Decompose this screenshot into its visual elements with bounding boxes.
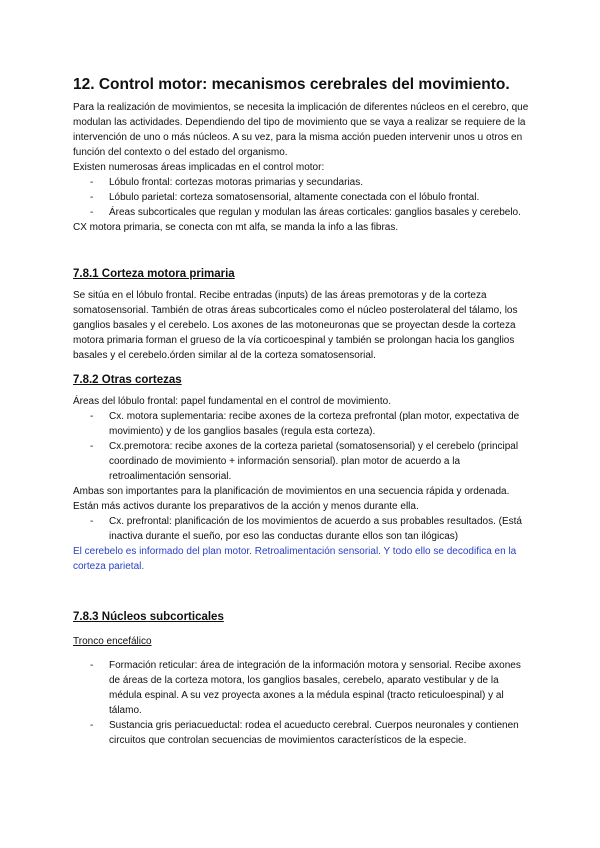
intro-paragraph: Para la realización de movimientos, se necesita la implicación de diferentes núcleos en el cerebro, que modulan las actividades. Dependiendo del tipo de movimiento que se vaya a realizar se requiere de la intervención de uno o más núcleos. A su vez, para la misma acción pueden intervenir unos u otros en función del contexto o del estado del organismo. xyxy=(73,102,529,158)
intro-note: CX motora primaria, se conecta con mt alfa, se manda la info a las fibras. xyxy=(73,222,399,233)
intro-list xyxy=(73,175,533,220)
section-783-list xyxy=(73,658,533,748)
section-782-list xyxy=(73,409,533,484)
list-item: - Cx. prefrontal: planificación de los movimientos de acuerdo a sus probables resultados. (Está inactiva durante el sueño, por eso las conductas durante ellos son tan ilógicas) xyxy=(73,514,533,544)
list-item: - Sustancia gris periacueductal: rodea el acueducto cerebral. Cuerpos neuronales y contienen circuitos que controlan secuencias de movimientos característicos de la especie. xyxy=(73,718,533,748)
document-title: 12. Control motor: mecanismos cerebrales del movimiento. xyxy=(73,76,510,93)
document-page xyxy=(73,76,533,748)
intro-lead: Existen numerosas áreas implicadas en el control motor: xyxy=(73,162,325,173)
list-item: - Lóbulo parietal: corteza somatosensorial, altamente conectada con el lóbulo frontal. xyxy=(73,190,533,205)
section-782-list-2 xyxy=(73,514,533,544)
section-782-lead: Áreas del lóbulo frontal: papel fundamental en el control de movimiento. xyxy=(73,396,391,407)
section-782-paragraph: Ambas son importantes para la planificación de movimientos en una secuencia rápida y ordenada. Están más activos durante los preparativos de la acción y menos durante ella. xyxy=(73,486,510,512)
list-item: - Cx. motora suplementaria: recibe axones de la corteza prefrontal (plan motor, expectativa de movimiento) y de los ganglios basales (regula esta corteza). xyxy=(73,409,533,439)
section-heading-782: 7.8.2 Otras cortezas xyxy=(73,374,182,386)
section-782-blue-note: El cerebelo es informado del plan motor. Retroalimentación sensorial. Y todo ello se decodifica en la corteza parietal. xyxy=(73,546,517,572)
list-item: - Cx.premotora: recibe axones de la corteza parietal (somatosensorial) y el cerebelo (principal coordinado de movimiento + información sensorial). plan motor de acuerdo a la retroalimentación sensorial. xyxy=(73,439,533,484)
section-heading-783: 7.8.3 Núcleos subcorticales xyxy=(73,611,224,623)
list-item: - Áreas subcorticales que regulan y modulan las áreas corticales: ganglios basales y cerebelo. xyxy=(73,205,533,220)
section-heading-781: 7.8.1 Corteza motora primaria xyxy=(73,268,235,280)
list-item: - Lóbulo frontal: cortezas motoras primarias y secundarias. xyxy=(73,175,533,190)
section-781-paragraph: Se sitúa en el lóbulo frontal. Recibe entradas (inputs) de las áreas premotoras y de la corteza somatosensorial. También de otras áreas subcorticales como el núcleo posterolateral del tálamo, los ganglios basales y el cerebelo. Los axones de las motoneuronas que se proyectan desde la corteza motora primaria forman el grueso de la vía corticoespinal y también se prolongan hacia los ganglios basales y el cerebelo.órden similar al de la corteza somatosensorial. xyxy=(73,290,518,361)
list-item: - Formación reticular: área de integración de la información motora y sensorial. Recibe axones de áreas de la corteza motora, los ganglios basales, cerebelo, aparato vestibular y de la médula espinal. A su vez proyecta axones a la médula espinal (tracto reticuloespinal) y al tálamo. xyxy=(73,658,533,718)
section-783-subheading: Tronco encefálico xyxy=(73,636,152,647)
